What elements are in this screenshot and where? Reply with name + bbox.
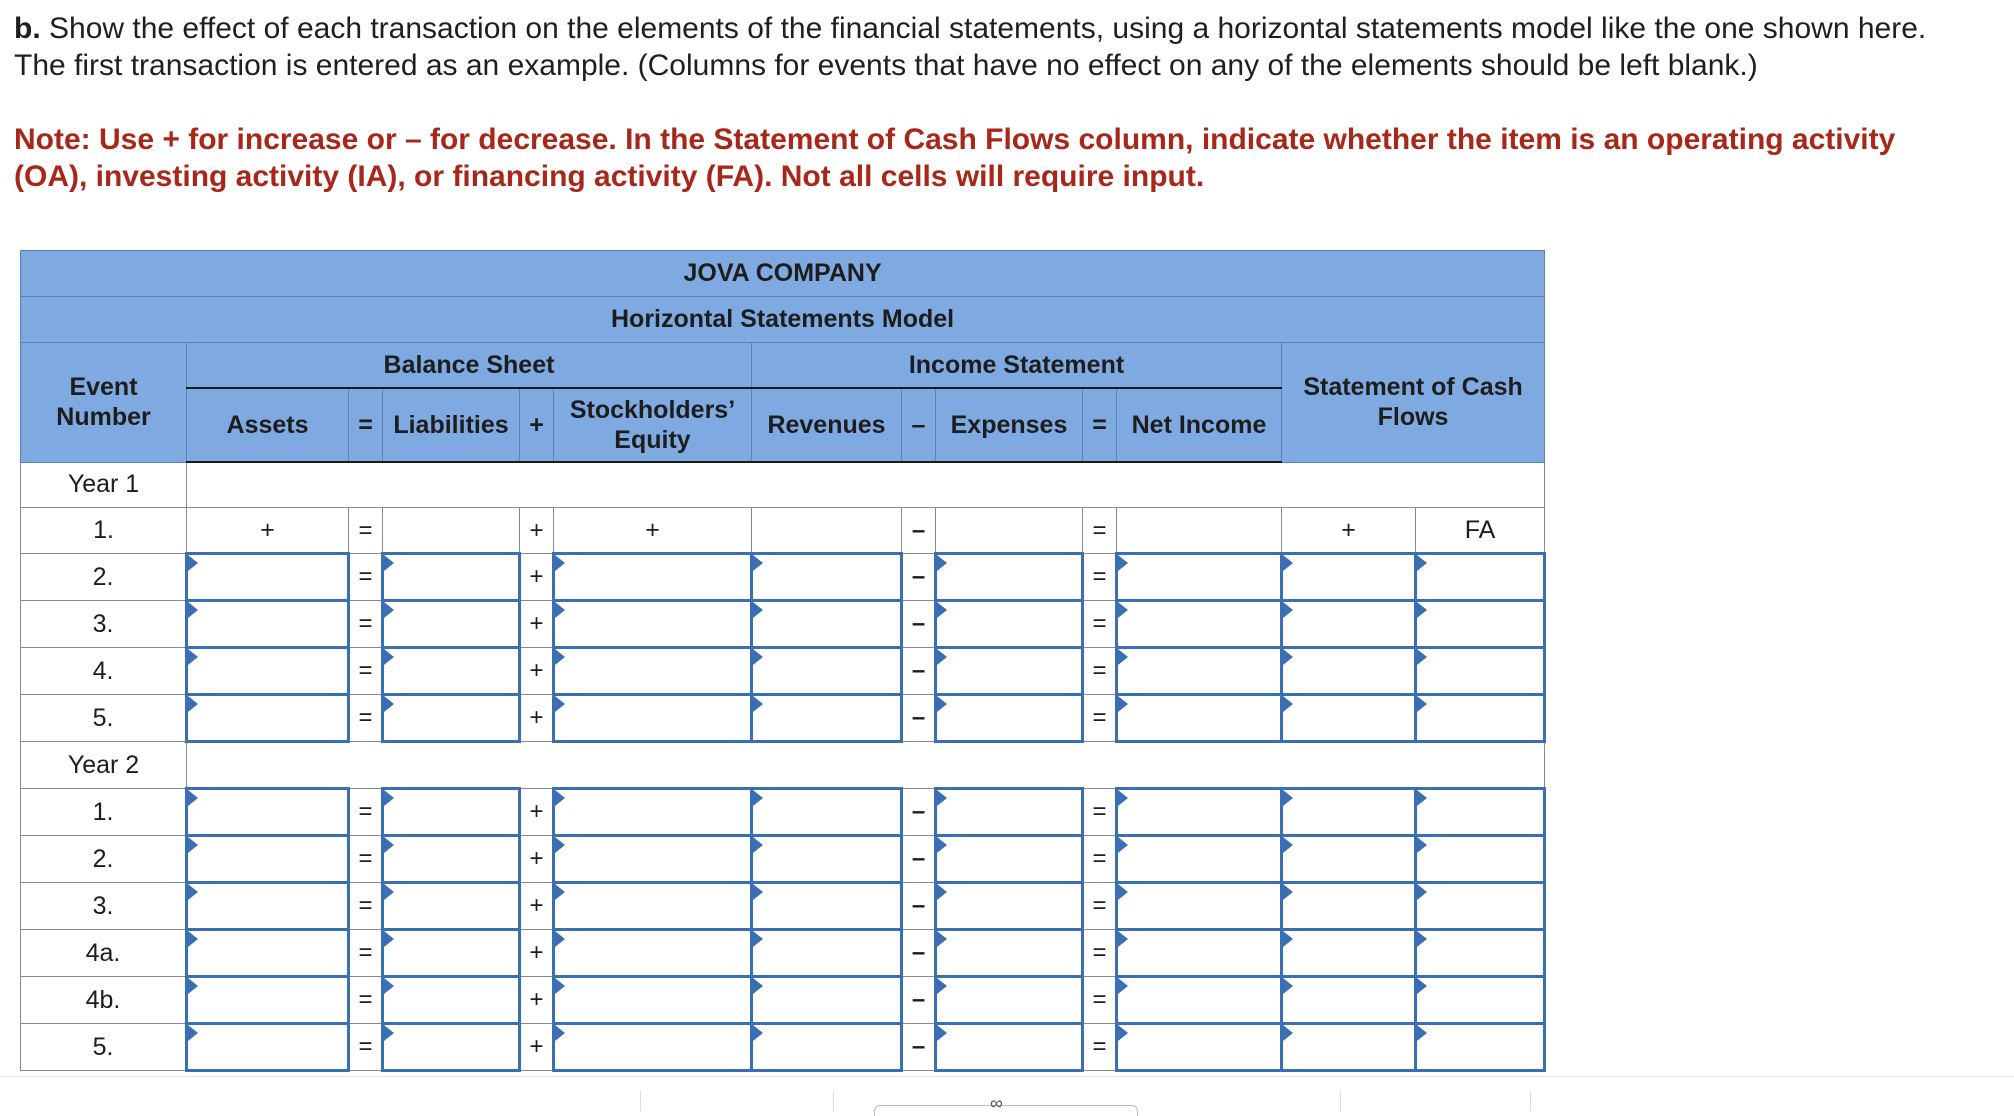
example-expenses bbox=[936, 508, 1083, 554]
equals-sign: = bbox=[349, 695, 383, 742]
year2-activity-input[interactable] bbox=[1416, 789, 1545, 836]
year2-activity-input[interactable] bbox=[1416, 1024, 1545, 1071]
year2-revenues-input[interactable] bbox=[752, 1024, 902, 1071]
year1-assets-input[interactable] bbox=[187, 601, 349, 648]
net-income-header: Net Income bbox=[1117, 388, 1282, 462]
year1-revenues-input[interactable] bbox=[752, 648, 902, 695]
equals-sign: = bbox=[349, 648, 383, 695]
equals-sign: = bbox=[1083, 648, 1117, 695]
year2-cash-flow-input[interactable] bbox=[1282, 883, 1416, 930]
year-1-label: Year 1 bbox=[21, 462, 187, 508]
example-equals-2: = bbox=[1083, 508, 1117, 554]
year2-cash-flow-input[interactable] bbox=[1282, 977, 1416, 1024]
year2-revenues-input[interactable] bbox=[752, 930, 902, 977]
horizontal-statements-table bbox=[20, 250, 1546, 1072]
year2-expenses-input[interactable] bbox=[936, 789, 1083, 836]
year2-liabilities-input[interactable] bbox=[383, 883, 520, 930]
year2-expenses-input[interactable] bbox=[936, 977, 1083, 1024]
cash-flows-header bbox=[1282, 343, 1545, 463]
year1-net-income-input[interactable] bbox=[1117, 554, 1282, 601]
equals-sign: = bbox=[1083, 789, 1117, 836]
plus-sign: + bbox=[520, 836, 554, 883]
minus-sign: – bbox=[902, 789, 936, 836]
event-header-line1: Event bbox=[69, 373, 138, 402]
bottom-divider bbox=[1530, 1091, 1531, 1111]
example-plus: + bbox=[520, 508, 554, 554]
year2-activity-input[interactable] bbox=[1416, 883, 1545, 930]
year2-liabilities-input[interactable] bbox=[383, 789, 520, 836]
year1-expenses-input[interactable] bbox=[936, 601, 1083, 648]
event-number: 3. bbox=[21, 601, 187, 648]
year-2-label: Year 2 bbox=[21, 742, 187, 789]
plus-sign: + bbox=[520, 648, 554, 695]
bottom-divider bbox=[833, 1091, 834, 1111]
year2-revenues-input[interactable] bbox=[752, 883, 902, 930]
link-icon[interactable]: ∞ bbox=[990, 1093, 1003, 1113]
year2-cash-flow-input[interactable] bbox=[1282, 836, 1416, 883]
year2-liabilities-input[interactable] bbox=[383, 1024, 520, 1071]
example-assets: + bbox=[187, 508, 349, 554]
minus-sign: – bbox=[902, 977, 936, 1024]
minus-sign: – bbox=[902, 930, 936, 977]
bottom-divider bbox=[1340, 1091, 1341, 1111]
year1-cash-flow-input[interactable] bbox=[1282, 648, 1416, 695]
equals-sign: = bbox=[349, 789, 383, 836]
equals-sign: = bbox=[349, 836, 383, 883]
minus-header: – bbox=[902, 388, 936, 462]
year1-equity-input[interactable] bbox=[554, 648, 752, 695]
year2-equity-input[interactable] bbox=[554, 1024, 752, 1071]
cash-flows-line1: Statement of Cash bbox=[1303, 373, 1523, 402]
event-number: 4a. bbox=[21, 930, 187, 977]
plus-sign: + bbox=[520, 695, 554, 742]
year2-equity-input[interactable] bbox=[554, 977, 752, 1024]
equals-sign: = bbox=[349, 1024, 383, 1071]
event-header-line2: Number bbox=[56, 403, 151, 432]
model-title: Horizontal Statements Model bbox=[21, 297, 1545, 343]
year1-revenues-input[interactable] bbox=[752, 554, 902, 601]
year1-expenses-input[interactable] bbox=[936, 648, 1083, 695]
equals-header: = bbox=[349, 388, 383, 462]
year2-net-income-input[interactable] bbox=[1117, 977, 1282, 1024]
event-number-header bbox=[21, 343, 187, 463]
example-revenues bbox=[752, 508, 902, 554]
year2-revenues-input[interactable] bbox=[752, 836, 902, 883]
year-1-spacer bbox=[187, 462, 1545, 508]
year1-activity-input[interactable] bbox=[1416, 695, 1545, 742]
year2-activity-input[interactable] bbox=[1416, 977, 1545, 1024]
table-row bbox=[21, 601, 1545, 648]
liabilities-header: Liabilities bbox=[383, 388, 520, 462]
bottom-bar bbox=[0, 1076, 2014, 1111]
plus-sign: + bbox=[520, 930, 554, 977]
year1-activity-input[interactable] bbox=[1416, 648, 1545, 695]
plus-header: + bbox=[520, 388, 554, 462]
event-number: 1. bbox=[21, 789, 187, 836]
example-cash-flow: + bbox=[1282, 508, 1416, 554]
year2-expenses-input[interactable] bbox=[936, 1024, 1083, 1071]
equals-sign: = bbox=[1083, 554, 1117, 601]
instructions-text: Show the effect of each transaction on the elements of the financial statements, using a horizontal statements model like the one shown here. The first transaction is entered as an example. (Columns for events that have no effect on any of the elements should be left blank.) bbox=[14, 12, 1927, 82]
revenues-header: Revenues bbox=[752, 388, 902, 462]
table-row bbox=[21, 1024, 1545, 1071]
plus-sign: + bbox=[520, 601, 554, 648]
minus-sign: – bbox=[902, 695, 936, 742]
minus-sign: – bbox=[902, 836, 936, 883]
instructions bbox=[14, 10, 1974, 84]
equity-header-line1: Stockholders’ bbox=[569, 396, 736, 424]
year2-net-income-input[interactable] bbox=[1117, 883, 1282, 930]
equals-sign: = bbox=[1083, 601, 1117, 648]
example-equals: = bbox=[349, 508, 383, 554]
year2-assets-input[interactable] bbox=[187, 836, 349, 883]
equals-sign: = bbox=[349, 883, 383, 930]
year1-activity-input[interactable] bbox=[1416, 601, 1545, 648]
plus-sign: + bbox=[520, 1024, 554, 1071]
equals-sign: = bbox=[1083, 695, 1117, 742]
year2-expenses-input[interactable] bbox=[936, 930, 1083, 977]
table-row bbox=[21, 695, 1545, 742]
expenses-header: Expenses bbox=[936, 388, 1083, 462]
year1-liabilities-input[interactable] bbox=[383, 695, 520, 742]
year2-net-income-input[interactable] bbox=[1117, 1024, 1282, 1071]
year2-liabilities-input[interactable] bbox=[383, 930, 520, 977]
example-liabilities bbox=[383, 508, 520, 554]
year1-activity-input[interactable] bbox=[1416, 554, 1545, 601]
plus-sign: + bbox=[520, 883, 554, 930]
equals-sign: = bbox=[349, 977, 383, 1024]
year2-cash-flow-input[interactable] bbox=[1282, 789, 1416, 836]
year2-equity-input[interactable] bbox=[554, 883, 752, 930]
equals-sign: = bbox=[1083, 883, 1117, 930]
equity-header bbox=[554, 388, 752, 462]
year2-assets-input[interactable] bbox=[187, 977, 349, 1024]
equals-sign: = bbox=[349, 930, 383, 977]
year1-assets-input[interactable] bbox=[187, 695, 349, 742]
year2-net-income-input[interactable] bbox=[1117, 930, 1282, 977]
example-minus: – bbox=[902, 508, 936, 554]
year1-net-income-input[interactable] bbox=[1117, 648, 1282, 695]
year2-expenses-input[interactable] bbox=[936, 836, 1083, 883]
event-number: 5. bbox=[21, 695, 187, 742]
equals-sign: = bbox=[1083, 977, 1117, 1024]
year2-assets-input[interactable] bbox=[187, 1024, 349, 1071]
year1-cash-flow-input[interactable] bbox=[1282, 554, 1416, 601]
year1-liabilities-input[interactable] bbox=[383, 554, 520, 601]
year1-expenses-input[interactable] bbox=[936, 695, 1083, 742]
example-event-number: 1. bbox=[21, 508, 187, 554]
year2-equity-input[interactable] bbox=[554, 836, 752, 883]
company-title: JOVA COMPANY bbox=[21, 251, 1545, 297]
year2-net-income-input[interactable] bbox=[1117, 789, 1282, 836]
event-number: 4b. bbox=[21, 977, 187, 1024]
table-row bbox=[21, 977, 1545, 1024]
income-statement-header: Income Statement bbox=[752, 343, 1282, 389]
minus-sign: – bbox=[902, 648, 936, 695]
year2-revenues-input[interactable] bbox=[752, 977, 902, 1024]
year1-assets-input[interactable] bbox=[187, 554, 349, 601]
balance-sheet-header: Balance Sheet bbox=[187, 343, 752, 389]
year2-equity-input[interactable] bbox=[554, 789, 752, 836]
year2-revenues-input[interactable] bbox=[752, 789, 902, 836]
event-number: 3. bbox=[21, 883, 187, 930]
year1-equity-input[interactable] bbox=[554, 601, 752, 648]
year2-liabilities-input[interactable] bbox=[383, 977, 520, 1024]
cash-flows-line2: Flows bbox=[1377, 403, 1449, 432]
minus-sign: – bbox=[902, 1024, 936, 1071]
equals-sign: = bbox=[1083, 836, 1117, 883]
minus-sign: – bbox=[902, 601, 936, 648]
example-equity: + bbox=[554, 508, 752, 554]
year2-assets-input[interactable] bbox=[187, 930, 349, 977]
event-number: 2. bbox=[21, 836, 187, 883]
table-row bbox=[21, 836, 1545, 883]
year1-net-income-input[interactable] bbox=[1117, 601, 1282, 648]
year2-assets-input[interactable] bbox=[187, 883, 349, 930]
year2-equity-input[interactable] bbox=[554, 930, 752, 977]
year2-cash-flow-input[interactable] bbox=[1282, 930, 1416, 977]
year1-net-income-input[interactable] bbox=[1117, 695, 1282, 742]
plus-sign: + bbox=[520, 977, 554, 1024]
year2-net-income-input[interactable] bbox=[1117, 836, 1282, 883]
equals-sign: = bbox=[1083, 930, 1117, 977]
bottom-divider bbox=[640, 1091, 641, 1111]
year1-equity-input[interactable] bbox=[554, 554, 752, 601]
year1-equity-input[interactable] bbox=[554, 695, 752, 742]
equals-sign: = bbox=[349, 601, 383, 648]
plus-sign: + bbox=[520, 789, 554, 836]
note: Note: Use + for increase or – for decrease. In the Statement of Cash Flows column, indicate whether the item is an operating activity (OA), investing activity (IA), or financing activity (FA). Not all cells will require input. bbox=[14, 123, 1896, 193]
minus-sign: – bbox=[902, 883, 936, 930]
year1-cash-flow-input[interactable] bbox=[1282, 695, 1416, 742]
year-2-spacer bbox=[187, 742, 1545, 789]
instructions-label: b. bbox=[14, 12, 41, 45]
table-row bbox=[21, 789, 1545, 836]
table-row bbox=[21, 648, 1545, 695]
event-number: 2. bbox=[21, 554, 187, 601]
year1-expenses-input[interactable] bbox=[936, 554, 1083, 601]
year2-liabilities-input[interactable] bbox=[383, 836, 520, 883]
example-net-income bbox=[1117, 508, 1282, 554]
example-activity: FA bbox=[1416, 508, 1545, 554]
example-row bbox=[21, 508, 1545, 554]
year2-cash-flow-input[interactable] bbox=[1282, 1024, 1416, 1071]
equals-sign: = bbox=[349, 554, 383, 601]
equals-header-2: = bbox=[1083, 388, 1117, 462]
year1-liabilities-input[interactable] bbox=[383, 601, 520, 648]
event-number: 5. bbox=[21, 1024, 187, 1071]
year1-revenues-input[interactable] bbox=[752, 601, 902, 648]
table-row bbox=[21, 930, 1545, 977]
equals-sign: = bbox=[1083, 1024, 1117, 1071]
plus-sign: + bbox=[520, 554, 554, 601]
equity-header-line2: Equity bbox=[614, 426, 691, 454]
assets-header: Assets bbox=[187, 388, 349, 462]
year2-expenses-input[interactable] bbox=[936, 883, 1083, 930]
bottom-tab[interactable] bbox=[874, 1105, 1138, 1116]
year1-assets-input[interactable] bbox=[187, 648, 349, 695]
event-number: 4. bbox=[21, 648, 187, 695]
year2-assets-input[interactable] bbox=[187, 789, 349, 836]
year2-activity-input[interactable] bbox=[1416, 836, 1545, 883]
minus-sign: – bbox=[902, 554, 936, 601]
table-row bbox=[21, 883, 1545, 930]
year1-liabilities-input[interactable] bbox=[383, 648, 520, 695]
table-row bbox=[21, 554, 1545, 601]
year1-cash-flow-input[interactable] bbox=[1282, 601, 1416, 648]
year1-revenues-input[interactable] bbox=[752, 695, 902, 742]
year2-activity-input[interactable] bbox=[1416, 930, 1545, 977]
